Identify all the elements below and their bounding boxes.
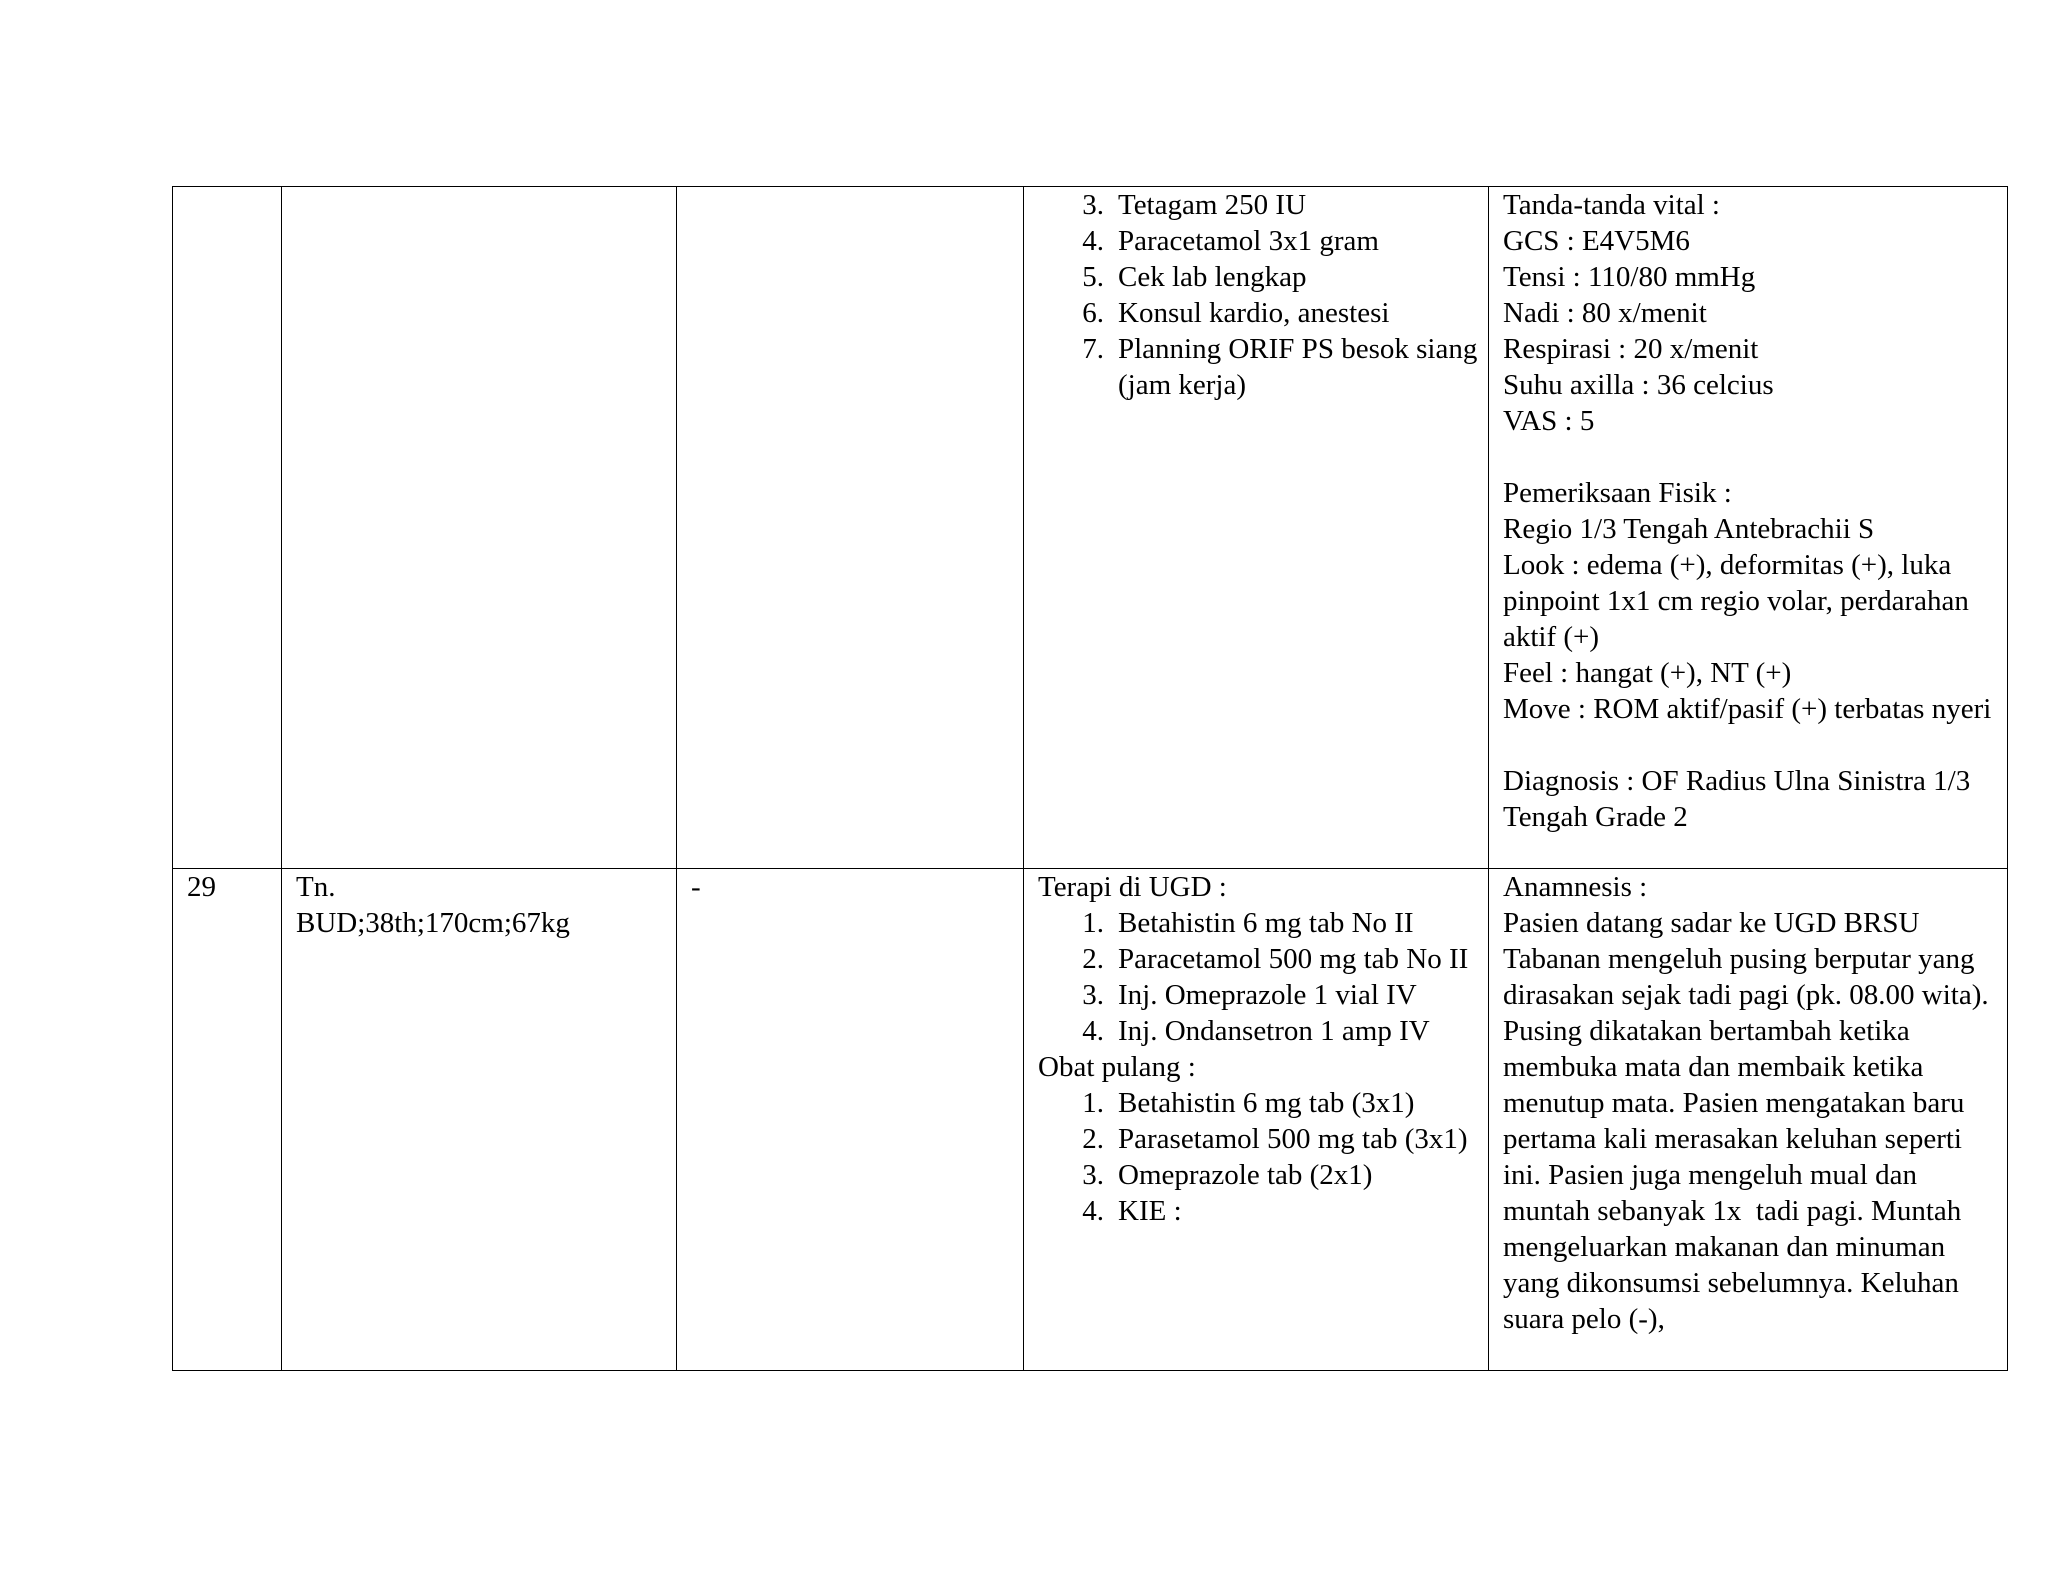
list-item [1038,1085,1478,1121]
cell-therapy [1024,187,1489,869]
notes-line: Regio 1/3 Tengah Antebrachii S [1503,513,1875,545]
list-item-number: 6. [1082,297,1104,329]
notes-line: Feel : hangat (+), NT (+) [1503,657,1792,689]
cell-clinical-notes [1489,869,2008,1371]
list-item-number: 2. [1082,943,1104,975]
cell-patient [282,187,677,869]
notes-spacer [1503,727,1997,763]
list-item-text: Cek lab lengkap [1118,261,1307,293]
notes-line: Suhu axilla : 36 celcius [1503,369,1774,401]
list-item [1038,941,1478,977]
notes-line: Move : ROM aktif/pasif (+) terbatas nyeri [1503,693,1992,725]
column-3-value: - [691,871,701,903]
patient-line: BUD;38th;170cm;67kg [296,907,570,939]
list-item-text: Betahistin 6 mg tab (3x1) [1118,1087,1415,1119]
list-item-text: Tetagam 250 IU [1118,189,1307,221]
list-item-number: 1. [1082,907,1104,939]
list-item [1038,187,1478,223]
notes-line: GCS : E4V5M6 [1503,225,1690,257]
list-item-number: 5. [1082,261,1104,293]
list-item-text: Paracetamol 3x1 gram [1118,225,1379,257]
record-table-body [173,187,2008,1371]
notes-line: Pasien datang sadar ke UGD BRSU Tabanan mengeluh pusing berputar yang dirasakan sejak tadi pagi (pk. 08.00 wita). Pusing dikatakan bertambah ketika membuka mata dan membaik ketika menutup mata. Pasien mengatakan baru pertama kali merasakan keluhan seperti ini. Pasien juga mengeluh mual dan muntah sebanyak 1x tadi pagi. Muntah mengeluarkan makanan dan minuman yang dikonsumsi sebelumnya. Keluhan suara pelo (-), [1503,907,1996,1335]
list-item-text: Omeprazole tab (2x1) [1118,1159,1373,1191]
cell-clinical-notes [1489,187,2008,869]
table-row [173,869,2008,1371]
notes-line: Anamnesis : [1503,871,1648,903]
list-item-number: 1. [1082,1087,1104,1119]
list-item [1038,977,1478,1013]
list-item-number: 4. [1082,1015,1104,1047]
cell-column-3 [677,869,1024,1371]
list-item-number: 3. [1082,1159,1104,1191]
list-item [1038,223,1478,259]
list-item-number: 4. [1082,1195,1104,1227]
notes-line: Pemeriksaan Fisik : [1503,477,1732,509]
list-item-text: Inj. Ondansetron 1 amp IV [1118,1015,1430,1047]
therapy-list [1038,187,1478,403]
list-item-text: Parasetamol 500 mg tab (3x1) [1118,1123,1468,1155]
list-item-number: 3. [1082,189,1104,221]
notes-line: Tensi : 110/80 mmHg [1503,261,1756,293]
notes-line: Look : edema (+), deformitas (+), luka pinpoint 1x1 cm regio volar, perdarahan aktif (+) [1503,549,1977,653]
patient-line: Tn. [296,871,336,903]
list-item-number: 4. [1082,225,1104,257]
notes-line: Nadi : 80 x/menit [1503,297,1707,329]
row-number: 29 [187,871,216,903]
list-item [1038,259,1478,295]
notes-line: Tanda-tanda vital : [1503,189,1720,221]
list-item-text: KIE : [1118,1195,1182,1227]
list-item [1038,1193,1478,1229]
list-item-number: 3. [1082,979,1104,1011]
cell-patient [282,869,677,1371]
cell-therapy [1024,869,1489,1371]
cell-number [173,869,282,1371]
list-item-text: Paracetamol 500 mg tab No II [1118,943,1469,975]
cell-number [173,187,282,869]
list-item-text: Inj. Omeprazole 1 vial IV [1118,979,1417,1011]
therapy-list [1038,905,1478,1049]
patient-record-table [172,186,2008,1371]
list-item [1038,1013,1478,1049]
therapy-heading: Terapi di UGD : [1038,871,1227,903]
list-item [1038,1121,1478,1157]
list-item-text: Konsul kardio, anestesi [1118,297,1390,329]
cell-column-3 [677,187,1024,869]
list-item-number: 7. [1082,333,1104,365]
therapy-list [1038,1085,1478,1229]
notes-line: VAS : 5 [1503,405,1595,437]
notes-spacer [1503,439,1997,475]
list-item [1038,295,1478,331]
list-item-text: Betahistin 6 mg tab No II [1118,907,1414,939]
list-item-text: Planning ORIF PS besok siang (jam kerja) [1118,333,1478,401]
notes-line: Respirasi : 20 x/menit [1503,333,1759,365]
list-item-number: 2. [1082,1123,1104,1155]
notes-line: Diagnosis : OF Radius Ulna Sinistra 1/3 Tengah Grade 2 [1503,765,1977,833]
list-item [1038,1157,1478,1193]
list-item [1038,331,1478,403]
list-item [1038,905,1478,941]
therapy-heading: Obat pulang : [1038,1051,1196,1083]
table-row [173,187,2008,869]
